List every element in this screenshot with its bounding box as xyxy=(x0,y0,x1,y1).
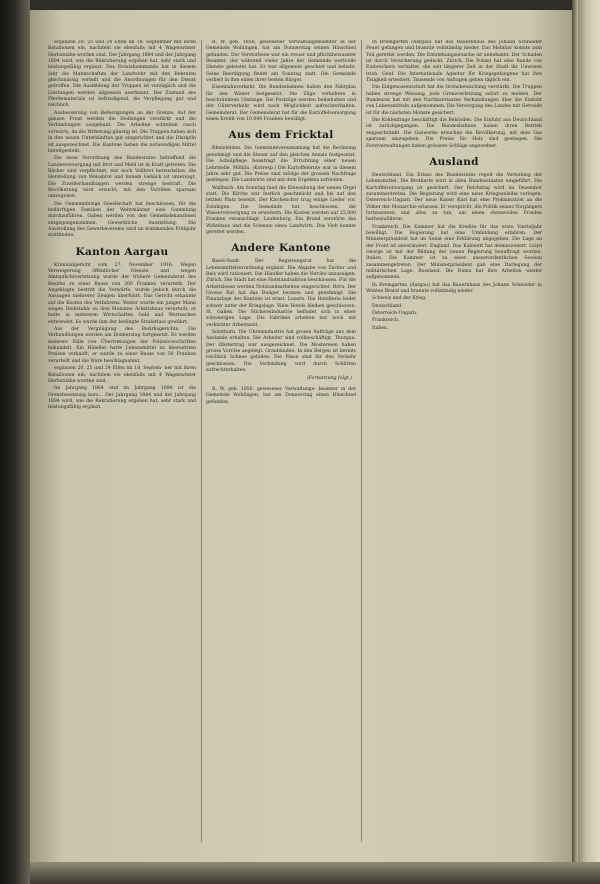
article-paragraph: Im Jahrgang 1884 und im Jahrgang 1894 ist die Grenzbesetzung kurz... Der Jahrgang 1884 und der Jahrgang 1894 wird, wie die Rekrutierung ergeben hat, sehr stark und leistungsfähig ergänzt. xyxy=(48,386,196,411)
article-subheading: Schweiz und der Krieg. xyxy=(372,296,427,302)
article-paragraph: Frankreich. Die Kammer hat die Kredite für das erste Vierteljahr bewilligt. Die Regierung hat eine Umbildung erfahren. Der Ministerpräsident hat im Senat eine Erklärung abgegeben. Die Lage an der Front ist unverändert. England. Das Kabinett hat demissioniert. Lloyd George ist mit der Bildung der neuen Regierung beauftragt worden. Italien. Die Kammer ist zu einer ausserordentlichen Session zusammengetreten. Der Ministerpräsident gab eine Darlegung der militärischen Lage. Russland. Die Duma hat ihre Arbeiten wieder aufgenommen. xyxy=(366,224,542,281)
column-rule xyxy=(201,40,202,842)
section-heading-frickthal: Aus dem Fricktal xyxy=(228,129,334,142)
bottom-shadow xyxy=(30,862,600,884)
article-paragraph: R. W. geb. 1856, gewesener Verwaltungs- beamter in der Gemeinde Wohlingen, hat am Donnerstag einen Hinschied gefunden. xyxy=(206,386,356,405)
article-paragraph: Eisenbahnverkehr. Die Bundesbahnen haben den Fahrplan für den Winter festgesetzt. Die Züge verkehren in beschränktem Umfange. Die Postzüge werden beibehalten und der Güterverkehr wird nach Möglichkeit aufrechterhalten. Gemeinderat. Der Gemeinderat hat für die Kartoffelversorgung einen Kredit von 10,000 Franken bewilligt. xyxy=(206,85,356,123)
article-subheading: Deutschland. xyxy=(372,303,403,309)
next-page-edge xyxy=(578,0,600,884)
article-subheading: Italien. xyxy=(372,325,389,331)
section-heading-aargau: Kanton Aargau xyxy=(75,245,169,258)
article-subheading: Frankreich. xyxy=(372,318,400,324)
article-paragraph: Die Eidgenossenschaft hat die Grenzbewachung verstärkt. Die Truppen haben strenge Weisung, jede Grenzverletzung sofort zu melden. Der Bundesrat hat mit den Nachbarstaaten Verhandlungen über die Einfuhr von Lebensmitteln aufgenommen. Die Versorgung des Landes mit Getreide ist für die nächsten Monate gesichert. xyxy=(366,85,542,116)
article-subheading: Österreich-Ungarn. xyxy=(372,311,418,317)
article-paragraph: Rheinfelden. Die Gemeindeversammlung hat die Rechnung genehmigt und die Steuer auf den gleichen Ansatz festgesetzt. Die Schulpflege beantragt die Errichtung einer neuen Lehrstelle. Möhlin. (Korresp.) Die Kartoffelernte war in diesem Jahre sehr gut. Die Preise sind infolge der grossen Nachfrage gestiegen. Die Landwirte sind mit dem Ergebnis zufrieden. xyxy=(206,146,356,184)
article-paragraph: In Bremgarten (Aargau) hat das Bauernhaus des Johann Schneider in Wohlen Brand und brannte vollständig nieder. xyxy=(366,282,542,295)
book-binding xyxy=(0,0,30,884)
article-paragraph: ergänzen 20, 25 und 24 Elfen im 18. Septem- ber mit ihren Bataillonen ein, nachdem sie ebenfalls mit 4 Wagenwinter Herbstnähe worden sind. xyxy=(48,366,196,384)
column-rule xyxy=(361,40,362,842)
section-heading-andere-kantone: Andere Kantone xyxy=(231,242,331,255)
article-paragraph: Wallbach. Am Sonntag fand die Einweihung der neuen Orgel statt. Die Kirche war festlich geschmückt und bis auf den letzten Platz besetzt. Der Kirchenchor trug einige Lieder vor. Zeiningen. Die Gemeinde hat beschlossen, die Wasserversorgung zu erweitern. Die Kosten werden auf 25,000 Franken veranschlagt. Laufenburg. Ein Brand zerstörte das Wohnhaus und die Scheune eines Landwirts. Das Vieh konnte gerettet werden. xyxy=(206,185,356,235)
column-3 xyxy=(366,40,542,842)
article-paragraph: Die Gemeinnützige Gesellschaft hat beschlossen, für die bedürftigen Familien der Wehrmänner eine Sammlung durchzuführen. Gaben werden von den Gemeindekanzleien entgegengenommen. Gewerbliche Ausstellung. Die Ausstellung des Gewerbevereins wird im kommenden Frühjahr stattfinden. xyxy=(48,201,196,239)
continuation-note: (Fortsetzung folgt.) xyxy=(306,376,352,382)
newspaper-page xyxy=(30,10,572,862)
section-heading-ausland: Ausland xyxy=(429,155,479,168)
article-paragraph: Solothurn. Die Uhrenindustrie hat grosse Aufträge aus dem Auslande erhalten. Die Arbeiter sind vollbeschäftigt. Thurgau. Der Obstertrag war ausgezeichnet. Die Mostereien haben grosse Vorräte angelegt. Graubünden. In den Bergen ist bereits reichlich Schnee gefallen. Die Pässe sind für den Verkehr geschlossen. Die Verbindung wird durch Schlitten aufrechterhalten. xyxy=(206,330,356,374)
article-paragraph: In Bremgarten (Aargau) hat das Bauernhaus des Johann Schneider Feuer gefangen und brannte vollständig nieder. Das Mobiliar konnte zum Teil gerettet werden. Die Entstehungsursache ist unbekannt. Der Schaden ist durch Versicherung gedeckt. Zürich. Die Polizei hat eine Bande von Einbrechern verhaftet, die seit längerer Zeit in der Stadt ihr Unwesen trieb. Genf. Die Internationale Agentur für Kriegsgefangene hat ihre Tätigkeit erweitert. Tausende von Anfragen gehen täglich ein. xyxy=(366,40,542,84)
article-paragraph: ergänzen 20, 25 und 24 Elfen im 18. September mit ihren Bataillonen ein, nachdem sie ebenfalls mit 4 Wagenwinter Herbstnähe worden sind. Der Jahrgang 1884 und der Jahrgang 1894 wird, wie die Rekrutierung ergeben hat, sehr stark und leistungsfähig ergänzt. Das Ersatzkommando hat in diesem Jahr die Mannschaften der Landwehr mit den Rekruten gleichmässig verteilt und die Anordnungen für den Dienst getroffen. Die Ausbildung der Truppen ist vorzüglich und die Leistungen werden allgemein anerkannt. Der Zustand des Pferdematerials ist befriedigend, die Verpflegung gut und reichlich. xyxy=(48,40,196,109)
article-paragraph: Aus der Vergnügung des Bezirksgerichts. Die Verhandlungen werden am Donnerstag fortgesetzt. Es werden mehrere Fälle von Übertretungen der Polizeivorschriften behandelt. Ein Händler hatte Lebensmittel zu übersetzten Preisen verkauft; er wurde zu einer Busse von 50 Franken verurteilt und die Ware beschlagnahmt. xyxy=(48,327,196,364)
article-paragraph: Kriminalgericht vom 27. November 1916. Wegen Verweigerung öffentlicher Dienste und wegen Amtspflichtverletzung wurde der frühere Gemeinderat des Bezirks zu einer Busse von 200 Franken verurteilt. Der Angeklagte bestritt die Vorwürfe, wurde jedoch durch die Aussagen mehrerer Zeugen überführt. Das Gericht erkannte auf die Kosten des Verfahrens. Weiter wurde ein junger Mann wegen Diebstahls zu drei Monaten Arbeitshaus verurteilt; er hatte in mehreren Wirtschaften Geld und Wertsachen entwendet. Es wurde ihm der bedingte Straferlass gewährt. xyxy=(48,262,196,325)
article-paragraph: Die neue Verordnung des Bundesrates betreffend die Landesversorgung mit Brot und Mehl ist in Kraft getreten. Die Bäcker sind verpflichtet, nur noch Vollbrot herzustellen; die Herstellung von Weissbrot und feinem Gebäck ist untersagt. Die Zuwiderhandlungen werden strenge bestraft. Die Bevölkerung wird ersucht, mit den Vorräten sparsam umzugehen. xyxy=(48,156,196,200)
article-paragraph: R. W. geb. 1856, gewesener Verwaltungsbeamter in der Gemeinde Wohlingen, hat am Donnerstag seinen Hinschied gefunden. Der Verstorbene war ein treuer und pflichtbewusster Beamter, der während vieler Jahre der Gemeinde wertvolle Dienste geleistet hat. Er war allgemein geachtet und beliebt. Seine Beerdigung findet am Sonntag statt. Die Gemeinde verliert in ihm einen ihrer besten Bürger. xyxy=(206,40,356,84)
article-paragraph: Die Kohlenfrage beschäftigt die Behörden. Die Einfuhr aus Deutschland ist zurückgegangen. Die Bundesbahnen haben ihren Betrieb eingeschränkt. Die Gaswerke ersuchen die Bevölkerung, mit dem Gas sparsam umzugehen. Die Preise für Holz sind gestiegen. Die Forstverwaltungen haben grössere Schläge angeordnet. xyxy=(366,118,542,149)
column-1 xyxy=(48,40,196,842)
article-paragraph: Deutschland. Ein Erlass des Bundesrates regelt die Verteilung der Lebensmittel. Die Brotkarte wird in allen Bundesstaaten eingeführt. Die Kartoffelversorgung ist gesichert. Der Reichstag wird im Dezember zusammentreten. Die Regierung wird eine neue Kriegsanleihe vorlegen. Österreich-Ungarn. Der neue Kaiser Karl hat eine Proklamation an die Völker der Monarchie erlassen. Er verspricht, die Politik seines Vorgängers fortzusetzen und alles zu tun, um einen ehrenvollen Frieden herbeizuführen. xyxy=(366,172,542,223)
column-2 xyxy=(206,40,356,842)
article-paragraph: Ausbesserung von Befestigungen an der Grenze. Auf der ganzen Front werden die Stellungen verstärkt und die Verbindungen ausgebaut. Die Arbeiten schreiten rasch vorwärts, da die Witterung günstig ist. Die Truppen haben sich in den neuen Unterkünften gut eingerichtet und die Disziplin ist ausgezeichnet. Die Kantone haben die notwendigen Mittel bereitgestellt. xyxy=(48,110,196,154)
article-paragraph: Basel-Stadt. Der Regierungsrat hat die Lebensmittelverordnung ergänzt. Die Abgabe von Zucker und Reis wird rationiert. Die Händler haben die Vorräte anzuzeigen. Zürich. Die Stadt hat eine Notstandsaktion beschlossen. Für die Arbeitslosen werden Notstandsarbeiten eingerichtet. Bern. Der Grosse Rat hat das Budget beraten und genehmigt. Die Finanzlage des Kantons ist ernst. Luzern. Die Hotellerie leidet schwer unter der Kriegslage. Viele Hotels bleiben geschlossen. St. Gallen. Die Stickereiindustrie befindet sich in einer schwierigen Lage. Die Fabriken arbeiten nur noch mit verkürzter Arbeitszeit. xyxy=(206,259,356,328)
